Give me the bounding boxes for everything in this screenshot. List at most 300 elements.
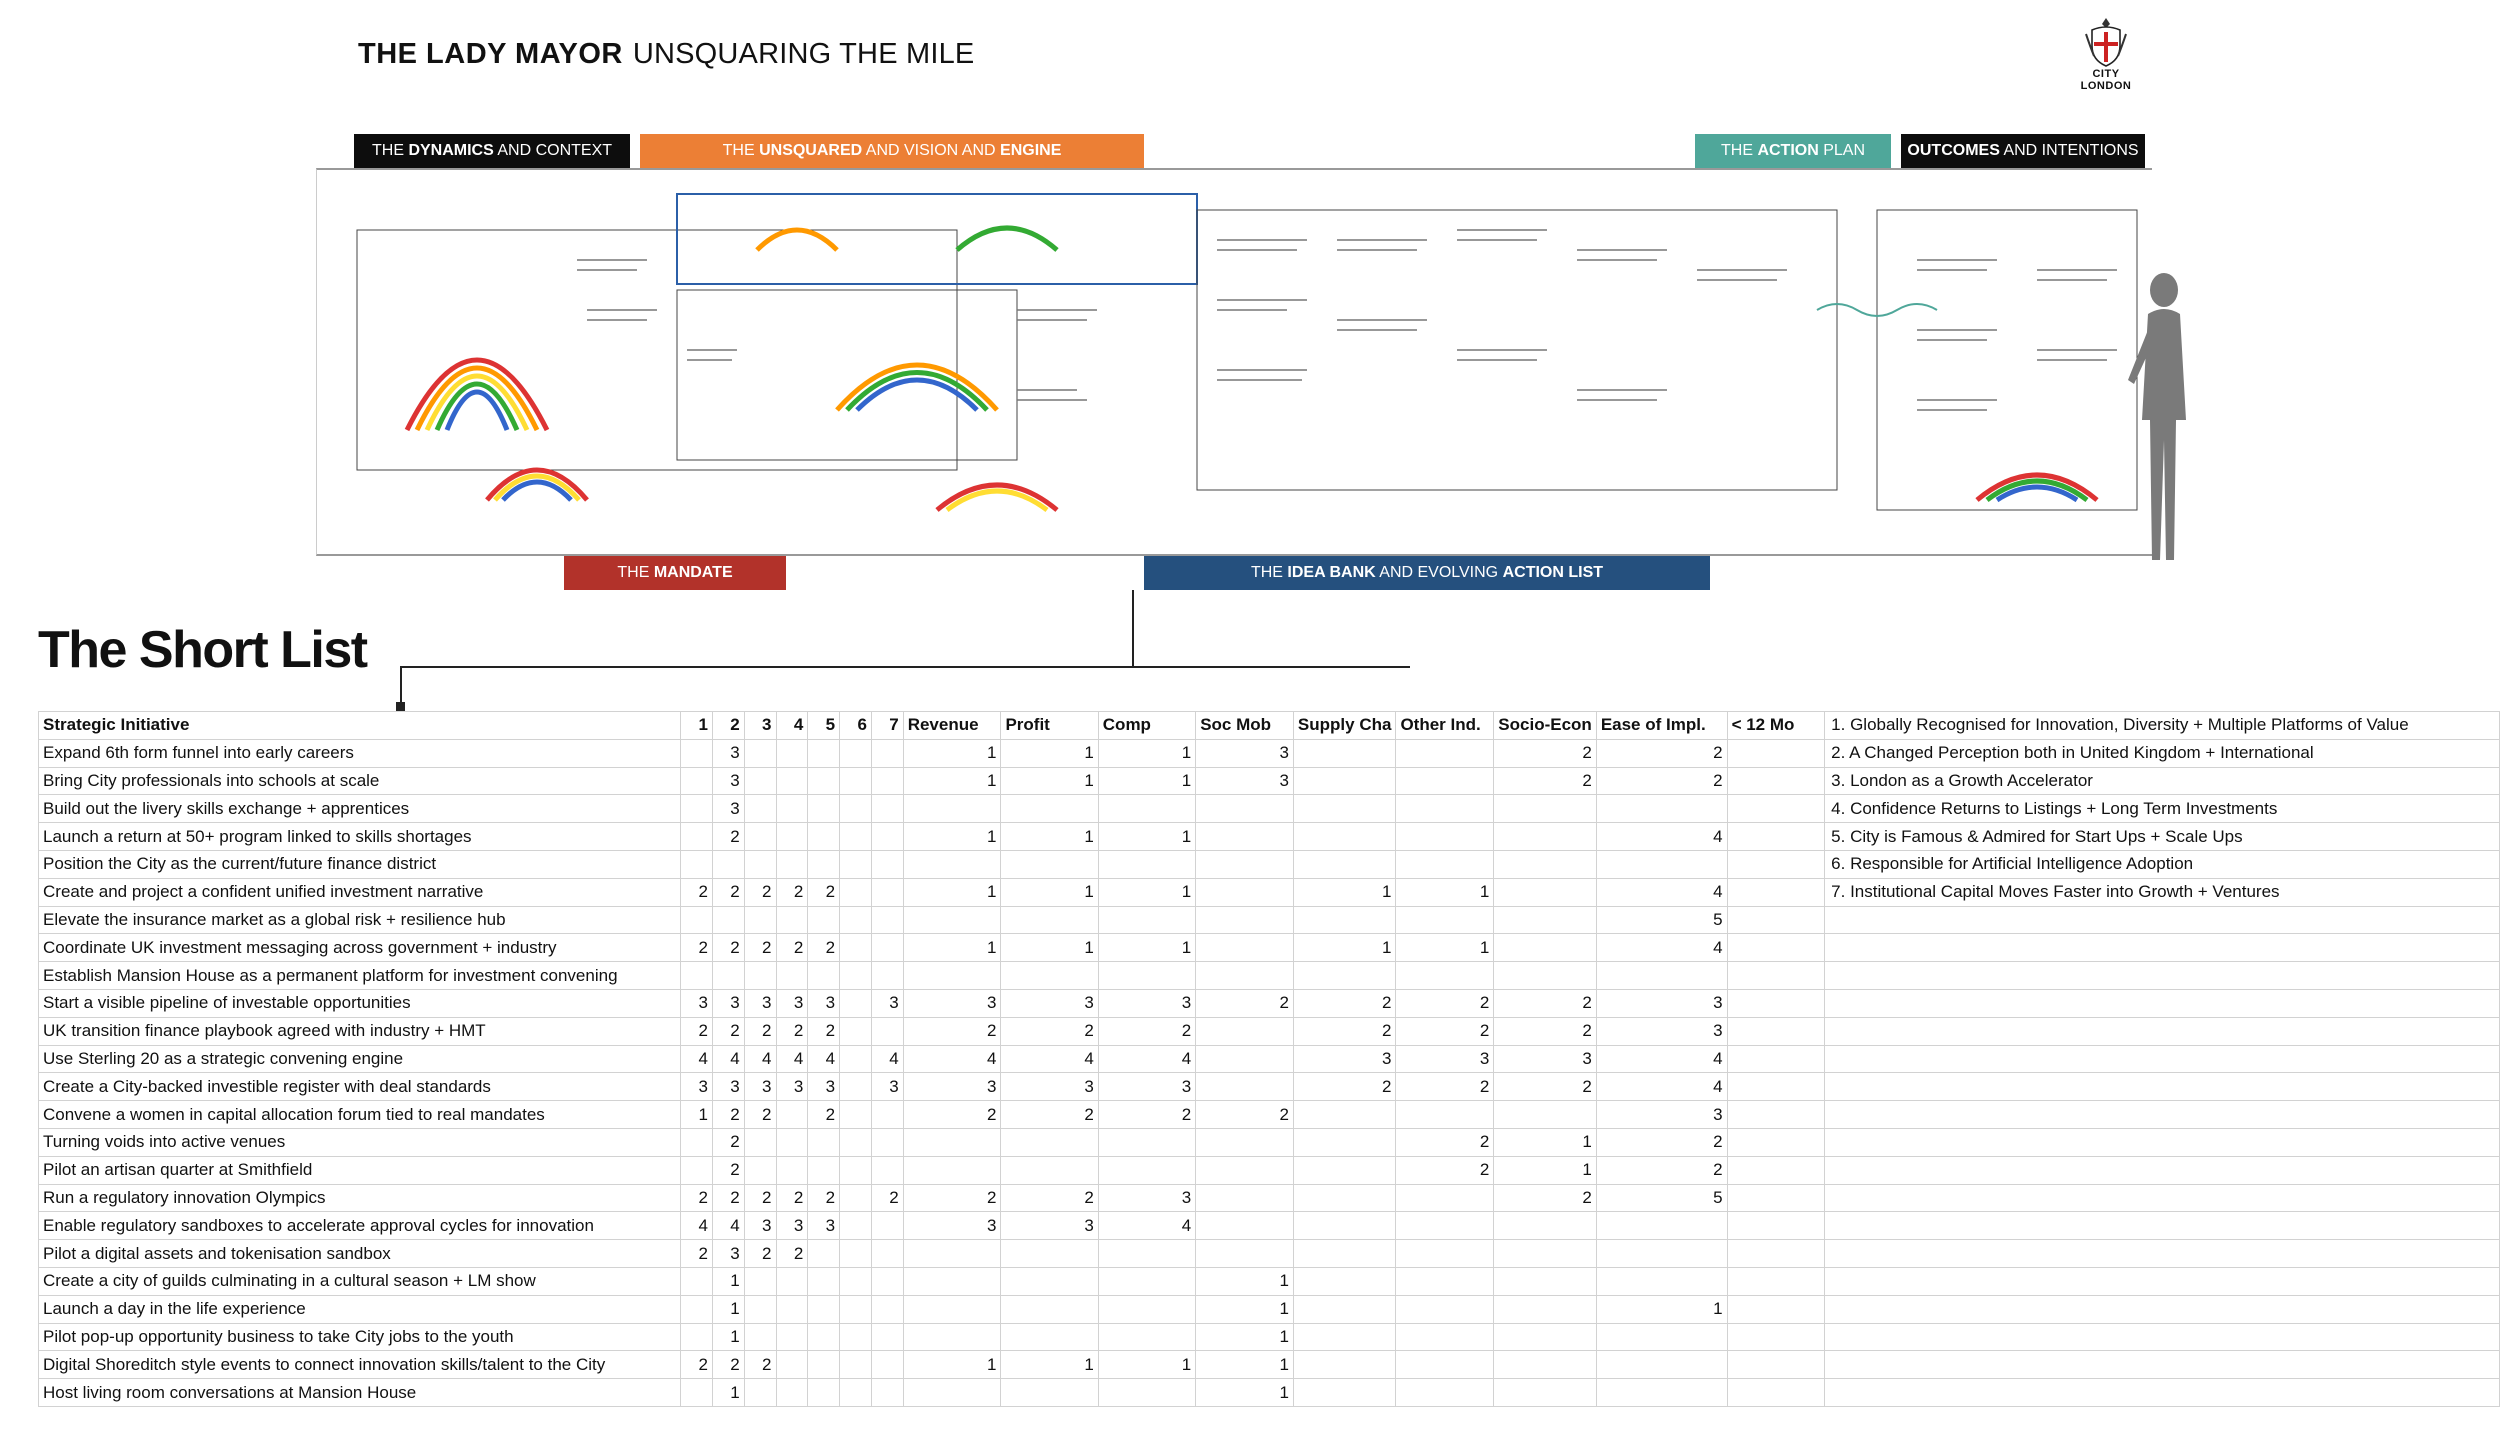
score-cell: 1 — [1098, 878, 1195, 906]
score-cell — [808, 823, 840, 851]
score-cell — [840, 934, 872, 962]
score-cell: 2 — [1098, 1017, 1195, 1045]
score-cell: 1 — [712, 1267, 744, 1295]
score-cell: 3 — [808, 1212, 840, 1240]
score-cell: 4 — [744, 1045, 776, 1073]
score-cell: 3 — [1001, 989, 1098, 1017]
score-cell: 4 — [681, 1045, 713, 1073]
poster-title — [358, 38, 974, 71]
score-cell — [776, 1128, 808, 1156]
outcome-item: 5. City is Famous & Admired for Start Ups + Scale Ups — [1825, 823, 2500, 851]
score-cell — [776, 962, 808, 990]
score-cell: 2 — [1396, 1017, 1494, 1045]
score-cell — [1001, 1128, 1098, 1156]
score-cell: 2 — [1494, 767, 1597, 795]
score-cell: 2 — [903, 1017, 1001, 1045]
score-cell: 2 — [808, 934, 840, 962]
score-cell: 2 — [1396, 1128, 1494, 1156]
score-cell — [808, 739, 840, 767]
score-cell: 2 — [681, 1017, 713, 1045]
score-cell — [903, 1379, 1001, 1407]
initiative-name: Convene a women in capital allocation forum tied to real mandates — [39, 1101, 681, 1129]
score-cell — [840, 739, 872, 767]
score-cell — [1727, 1267, 1825, 1295]
score-cell — [808, 1379, 840, 1407]
score-cell — [1727, 739, 1825, 767]
score-cell — [1098, 962, 1195, 990]
score-cell — [871, 1267, 903, 1295]
score-cell: 2 — [1001, 1184, 1098, 1212]
outcome-item — [1825, 1267, 2500, 1295]
table-row — [39, 1017, 2500, 1045]
score-cell: 5 — [1596, 906, 1727, 934]
score-cell — [1196, 878, 1294, 906]
score-cell — [681, 767, 713, 795]
initiative-name: Pilot an artisan quarter at Smithfield — [39, 1156, 681, 1184]
score-cell: 2 — [744, 934, 776, 962]
score-cell — [1098, 1267, 1195, 1295]
score-cell — [1001, 1323, 1098, 1351]
connector-line — [1132, 590, 1134, 668]
initiative-name: Create a City-backed investible register with deal standards — [39, 1073, 681, 1101]
score-cell — [1396, 767, 1494, 795]
score-cell — [871, 878, 903, 906]
score-cell — [744, 962, 776, 990]
score-cell — [1596, 1212, 1727, 1240]
score-cell — [776, 767, 808, 795]
score-cell — [1196, 1073, 1294, 1101]
score-cell: 4 — [1001, 1045, 1098, 1073]
score-cell — [744, 850, 776, 878]
score-cell — [1293, 767, 1396, 795]
score-cell — [1001, 795, 1098, 823]
initiative-name: UK transition finance playbook agreed with industry + HMT — [39, 1017, 681, 1045]
score-cell — [840, 962, 872, 990]
score-cell — [808, 1295, 840, 1323]
score-cell — [744, 906, 776, 934]
score-cell — [1727, 1323, 1825, 1351]
score-cell — [903, 850, 1001, 878]
score-cell: 4 — [1098, 1212, 1195, 1240]
score-cell — [1494, 962, 1597, 990]
score-cell — [903, 1295, 1001, 1323]
table-row — [39, 1379, 2500, 1407]
score-cell: 2 — [1494, 989, 1597, 1017]
score-cell — [1494, 878, 1597, 906]
score-cell — [1727, 1295, 1825, 1323]
score-cell: 4 — [1596, 1045, 1727, 1073]
score-cell: 2 — [1596, 739, 1727, 767]
outcome-item — [1825, 1379, 2500, 1407]
score-cell — [1727, 1184, 1825, 1212]
score-cell — [681, 962, 713, 990]
score-cell — [1293, 739, 1396, 767]
score-cell — [1727, 1351, 1825, 1379]
score-cell — [1098, 1295, 1195, 1323]
initiative-name: Run a regulatory innovation Olympics — [39, 1184, 681, 1212]
outcome-item — [1825, 1017, 2500, 1045]
score-cell: 2 — [1293, 1017, 1396, 1045]
score-cell — [1196, 906, 1294, 934]
score-cell: 1 — [1396, 878, 1494, 906]
score-cell — [871, 739, 903, 767]
score-cell: 3 — [712, 795, 744, 823]
score-cell — [681, 823, 713, 851]
city-of-london-crest-icon — [2066, 16, 2146, 98]
score-cell: 3 — [1001, 1212, 1098, 1240]
score-cell: 1 — [712, 1323, 744, 1351]
initiative-name: Launch a return at 50+ program linked to skills shortages — [39, 823, 681, 851]
score-cell: 4 — [903, 1045, 1001, 1073]
crest-label-city: CITY — [2092, 68, 2120, 80]
score-cell — [1727, 1073, 1825, 1101]
score-cell: 2 — [712, 1156, 744, 1184]
score-cell: 2 — [712, 1101, 744, 1129]
score-cell: 2 — [744, 1351, 776, 1379]
score-cell: 1 — [712, 1379, 744, 1407]
score-cell — [1727, 850, 1825, 878]
score-cell — [808, 767, 840, 795]
score-cell — [871, 934, 903, 962]
score-cell: 1 — [1494, 1128, 1597, 1156]
column-header: 5 — [808, 712, 840, 740]
score-cell: 3 — [1596, 1017, 1727, 1045]
score-cell — [1396, 1212, 1494, 1240]
score-cell: 3 — [808, 989, 840, 1017]
score-cell: 2 — [776, 934, 808, 962]
column-header: 3 — [744, 712, 776, 740]
column-header: 2 — [712, 712, 744, 740]
score-cell — [808, 795, 840, 823]
outcome-item — [1825, 1128, 2500, 1156]
table-row — [39, 1156, 2500, 1184]
score-cell — [744, 1323, 776, 1351]
score-cell — [1396, 1267, 1494, 1295]
score-cell: 2 — [1494, 1073, 1597, 1101]
initiative-name: Create a city of guilds culminating in a cultural season + LM show — [39, 1267, 681, 1295]
initiative-name: Pilot pop-up opportunity business to take City jobs to the youth — [39, 1323, 681, 1351]
score-cell — [1098, 906, 1195, 934]
score-cell — [1396, 1101, 1494, 1129]
score-cell: 3 — [712, 1240, 744, 1268]
score-cell — [903, 962, 1001, 990]
short-list-title: The Short List — [38, 621, 367, 679]
score-cell — [1293, 1295, 1396, 1323]
score-cell — [1494, 850, 1597, 878]
score-cell: 4 — [712, 1212, 744, 1240]
score-cell: 1 — [1494, 1156, 1597, 1184]
score-cell: 1 — [1196, 1267, 1294, 1295]
score-cell — [712, 962, 744, 990]
score-cell: 1 — [903, 1351, 1001, 1379]
score-cell — [1196, 1240, 1294, 1268]
score-cell — [871, 1101, 903, 1129]
score-cell — [840, 1267, 872, 1295]
score-cell — [681, 1128, 713, 1156]
score-cell — [681, 1295, 713, 1323]
score-cell — [840, 1295, 872, 1323]
score-cell: 2 — [744, 1101, 776, 1129]
column-header: 1 — [681, 712, 713, 740]
score-cell: 3 — [1396, 1045, 1494, 1073]
table-row — [39, 1351, 2500, 1379]
score-cell — [871, 1017, 903, 1045]
score-cell: 1 — [1396, 934, 1494, 962]
score-cell: 1 — [1196, 1295, 1294, 1323]
score-cell: 1 — [903, 767, 1001, 795]
table-row — [39, 1212, 2500, 1240]
score-cell — [1293, 1212, 1396, 1240]
score-cell: 3 — [1596, 1101, 1727, 1129]
score-cell — [903, 1323, 1001, 1351]
score-cell: 3 — [744, 1212, 776, 1240]
table-row — [39, 906, 2500, 934]
score-cell: 4 — [1596, 878, 1727, 906]
score-cell — [776, 1101, 808, 1129]
score-cell — [840, 1379, 872, 1407]
score-cell: 2 — [1596, 1156, 1727, 1184]
score-cell: 2 — [712, 823, 744, 851]
score-cell — [871, 767, 903, 795]
table-row — [39, 1240, 2500, 1268]
table-row — [39, 850, 2500, 878]
score-cell — [1293, 1156, 1396, 1184]
table-row — [39, 989, 2500, 1017]
column-header-initiative: Strategic Initiative — [39, 712, 681, 740]
table-row — [39, 1323, 2500, 1351]
initiative-name: Elevate the insurance market as a global risk + resilience hub — [39, 906, 681, 934]
score-cell — [808, 1323, 840, 1351]
score-cell — [1727, 1240, 1825, 1268]
score-cell — [1293, 1128, 1396, 1156]
initiative-name: Bring City professionals into schools at scale — [39, 767, 681, 795]
score-cell — [903, 906, 1001, 934]
score-cell: 2 — [1494, 739, 1597, 767]
initiative-name: Enable regulatory sandboxes to accelerate approval cycles for innovation — [39, 1212, 681, 1240]
score-cell — [744, 1156, 776, 1184]
score-cell — [840, 906, 872, 934]
score-cell — [1727, 1156, 1825, 1184]
score-cell: 2 — [1196, 1101, 1294, 1129]
score-cell: 1 — [1098, 739, 1195, 767]
score-cell — [1494, 1212, 1597, 1240]
score-cell — [1293, 962, 1396, 990]
outcome-item: 1. Globally Recognised for Innovation, Diversity + Multiple Platforms of Value — [1825, 712, 2500, 740]
initiative-name: Coordinate UK investment messaging across government + industry — [39, 934, 681, 962]
score-cell: 2 — [1293, 989, 1396, 1017]
score-cell — [1596, 1240, 1727, 1268]
score-cell: 4 — [776, 1045, 808, 1073]
score-cell: 3 — [1098, 989, 1195, 1017]
initiative-name: Build out the livery skills exchange + apprentices — [39, 795, 681, 823]
score-cell — [1596, 850, 1727, 878]
score-cell — [1727, 989, 1825, 1017]
score-cell: 2 — [681, 934, 713, 962]
score-cell: 3 — [871, 989, 903, 1017]
score-cell: 4 — [1098, 1045, 1195, 1073]
table-row — [39, 1101, 2500, 1129]
score-cell: 2 — [1001, 1017, 1098, 1045]
score-cell — [712, 906, 744, 934]
score-cell — [776, 850, 808, 878]
score-cell — [681, 1379, 713, 1407]
score-cell — [1293, 1240, 1396, 1268]
score-cell — [840, 823, 872, 851]
score-cell — [1293, 1323, 1396, 1351]
column-header: 4 — [776, 712, 808, 740]
score-cell — [776, 1379, 808, 1407]
score-cell — [1396, 823, 1494, 851]
initiative-name: Expand 6th form funnel into early careers — [39, 739, 681, 767]
score-cell: 4 — [681, 1212, 713, 1240]
table-row — [39, 795, 2500, 823]
score-cell: 3 — [776, 1212, 808, 1240]
score-cell — [871, 962, 903, 990]
score-cell — [903, 1240, 1001, 1268]
score-cell — [1396, 850, 1494, 878]
score-cell: 1 — [1293, 934, 1396, 962]
outcome-item — [1825, 962, 2500, 990]
column-header: Profit — [1001, 712, 1098, 740]
outcome-item — [1825, 1045, 2500, 1073]
score-cell — [1293, 823, 1396, 851]
score-cell — [1494, 906, 1597, 934]
score-cell — [871, 1295, 903, 1323]
score-cell: 1 — [1596, 1295, 1727, 1323]
score-cell: 2 — [1098, 1101, 1195, 1129]
score-cell — [681, 1156, 713, 1184]
score-cell — [1396, 1351, 1494, 1379]
score-cell — [776, 1156, 808, 1184]
score-cell: 3 — [1596, 989, 1727, 1017]
score-cell: 3 — [712, 767, 744, 795]
score-cell — [871, 1323, 903, 1351]
score-cell — [808, 850, 840, 878]
score-cell — [840, 1017, 872, 1045]
score-cell — [1727, 1128, 1825, 1156]
score-cell — [1727, 962, 1825, 990]
score-cell — [840, 1045, 872, 1073]
score-cell: 1 — [712, 1295, 744, 1323]
score-cell: 2 — [808, 1101, 840, 1129]
outcome-item — [1825, 1351, 2500, 1379]
score-cell — [1396, 906, 1494, 934]
score-cell — [840, 989, 872, 1017]
score-cell: 3 — [1293, 1045, 1396, 1073]
score-cell: 3 — [808, 1073, 840, 1101]
score-cell: 1 — [1001, 823, 1098, 851]
score-cell: 1 — [1001, 878, 1098, 906]
score-cell: 3 — [903, 989, 1001, 1017]
score-cell — [1098, 1156, 1195, 1184]
score-cell: 2 — [1396, 989, 1494, 1017]
score-cell — [1396, 1323, 1494, 1351]
outcome-item — [1825, 1156, 2500, 1184]
banner-mandate: THE MANDATE — [564, 556, 786, 590]
score-cell — [1494, 1323, 1597, 1351]
outcome-item — [1825, 1184, 2500, 1212]
score-cell — [808, 906, 840, 934]
score-cell: 2 — [712, 1017, 744, 1045]
score-cell: 2 — [1293, 1073, 1396, 1101]
score-cell: 3 — [681, 989, 713, 1017]
score-cell — [681, 906, 713, 934]
score-cell — [1001, 1295, 1098, 1323]
outcome-item: 2. A Changed Perception both in United Kingdom + International — [1825, 739, 2500, 767]
score-cell — [1098, 1240, 1195, 1268]
score-cell — [1727, 767, 1825, 795]
score-cell — [744, 1295, 776, 1323]
score-cell: 1 — [1196, 1323, 1294, 1351]
score-cell: 2 — [744, 878, 776, 906]
initiative-name: Create and project a confident unified investment narrative — [39, 878, 681, 906]
score-cell — [776, 795, 808, 823]
score-cell — [840, 878, 872, 906]
score-cell — [808, 1351, 840, 1379]
outcome-item: 3. London as a Growth Accelerator — [1825, 767, 2500, 795]
score-cell — [840, 1240, 872, 1268]
score-cell: 2 — [871, 1184, 903, 1212]
score-cell — [840, 767, 872, 795]
score-cell: 2 — [1396, 1073, 1494, 1101]
score-cell: 3 — [1196, 739, 1294, 767]
score-cell — [1396, 1240, 1494, 1268]
score-cell: 1 — [1293, 878, 1396, 906]
score-cell — [903, 1156, 1001, 1184]
score-cell: 3 — [712, 1073, 744, 1101]
initiative-name: Start a visible pipeline of investable opportunities — [39, 989, 681, 1017]
score-cell — [1727, 1017, 1825, 1045]
score-cell — [1098, 795, 1195, 823]
score-cell — [1396, 795, 1494, 823]
score-cell: 1 — [1196, 1351, 1294, 1379]
score-cell — [1293, 1184, 1396, 1212]
table-header-row — [39, 712, 2500, 740]
score-cell: 4 — [1596, 823, 1727, 851]
outcome-item — [1825, 1240, 2500, 1268]
outcome-item — [1825, 1212, 2500, 1240]
score-cell — [1001, 906, 1098, 934]
column-header: Supply Cha — [1293, 712, 1396, 740]
score-cell — [1727, 795, 1825, 823]
score-cell: 1 — [1196, 1379, 1294, 1407]
score-cell: 2 — [744, 1240, 776, 1268]
score-cell — [1001, 1156, 1098, 1184]
initiative-name: Launch a day in the life experience — [39, 1295, 681, 1323]
outcome-item — [1825, 1323, 2500, 1351]
short-list-table — [38, 711, 2500, 1407]
score-cell — [1596, 1267, 1727, 1295]
score-cell: 1 — [1001, 767, 1098, 795]
score-cell — [1396, 739, 1494, 767]
score-cell — [808, 962, 840, 990]
score-cell — [1293, 850, 1396, 878]
outcome-item — [1825, 1101, 2500, 1129]
table-row — [39, 767, 2500, 795]
score-cell: 4 — [1596, 934, 1727, 962]
score-cell: 4 — [871, 1045, 903, 1073]
score-cell — [871, 1156, 903, 1184]
table-row — [39, 1184, 2500, 1212]
score-cell — [1196, 1184, 1294, 1212]
score-cell — [681, 739, 713, 767]
score-cell: 3 — [1098, 1184, 1195, 1212]
score-cell: 4 — [712, 1045, 744, 1073]
score-cell — [840, 1128, 872, 1156]
outcome-item: 7. Institutional Capital Moves Faster into Growth + Ventures — [1825, 878, 2500, 906]
score-cell: 2 — [681, 1351, 713, 1379]
score-cell: 2 — [712, 878, 744, 906]
